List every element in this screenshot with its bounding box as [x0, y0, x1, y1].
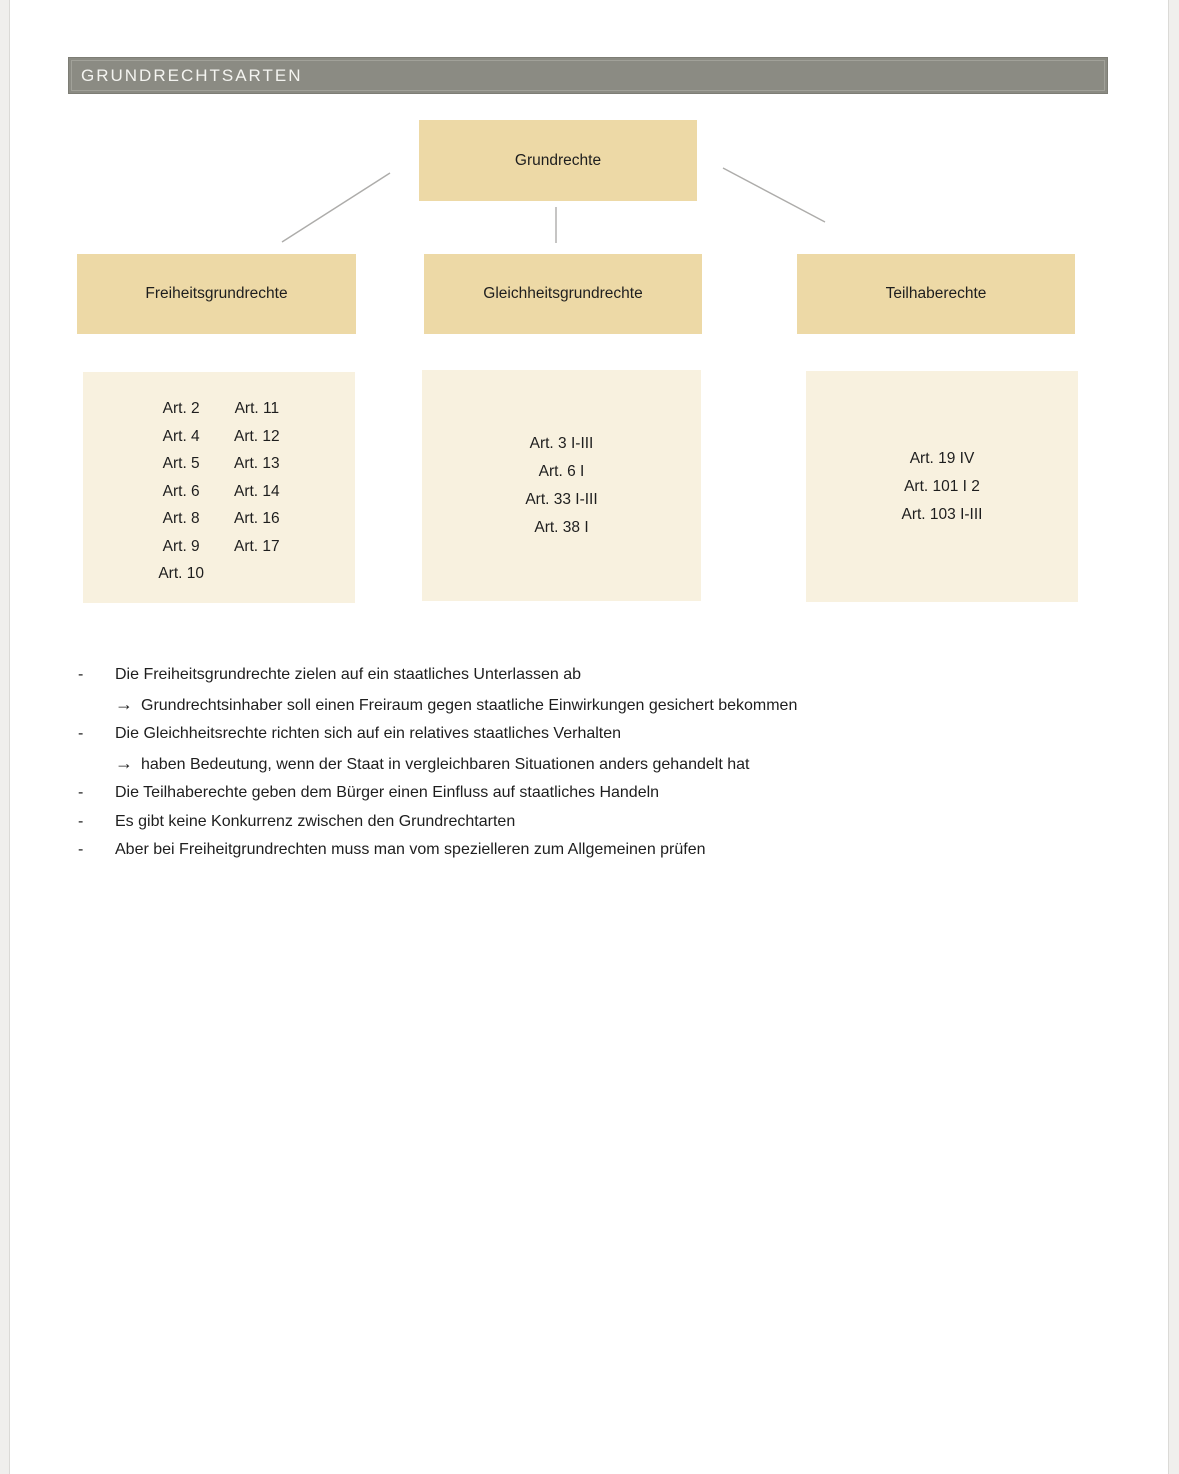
dash-bullet: - — [78, 841, 84, 858]
article-item: Art. 17 — [234, 537, 280, 555]
article-item: Art. 10 — [158, 565, 204, 582]
article-item: Art. 33 I-III — [525, 490, 598, 508]
arrow-icon: → — [115, 693, 133, 714]
article-item: Art. 5 — [162, 455, 200, 472]
list-item — [78, 720, 1018, 749]
section-header-bar — [68, 57, 1108, 94]
article-item: Art. 9 — [162, 537, 200, 555]
note-sub-text: Grundrechtsinhaber soll einen Freiraum gegen staatliche Einwirkungen gesichert bekommen — [141, 696, 798, 714]
article-list-gleichheitsgrundrechte — [422, 370, 701, 601]
article-item: Art. 38 I — [534, 518, 589, 536]
list-item — [78, 661, 1018, 690]
page-edge-left — [0, 0, 10, 1474]
node-label: Gleichheitsgrundrechte — [483, 285, 643, 302]
dash-bullet: - — [78, 725, 84, 742]
connector-right — [723, 168, 825, 222]
article-item: Art. 101 I 2 — [904, 477, 980, 495]
article-item: Art. 12 — [234, 427, 280, 445]
diagram-node-grundrechte — [419, 120, 697, 201]
note-sub-item — [115, 690, 1018, 721]
article-item: Art. 13 — [234, 455, 280, 472]
note-text: Aber bei Freiheitgrundrechten muss man vom spezielleren zum Allgemeinen prüfen — [115, 841, 706, 858]
article-item: Art. 8 — [162, 510, 200, 527]
list-item — [78, 779, 1018, 808]
note-text: Es gibt keine Konkurrenz zwischen den Grundrechtarten — [115, 812, 516, 830]
diagram-node-gleichheitsgrundrechte — [424, 254, 702, 334]
node-label: Freiheitsgrundrechte — [145, 285, 288, 302]
diagram-node-freiheitsgrundrechte — [77, 254, 356, 334]
page-edge-right — [1168, 0, 1179, 1474]
article-item: Art. 16 — [234, 510, 280, 527]
article-item: Art. 4 — [162, 427, 200, 445]
article-item: Art. 6 I — [538, 462, 585, 480]
note-text: Die Gleichheitsrechte richten sich auf ein relatives staatliches Verhalten — [115, 725, 622, 742]
article-column-2 — [234, 395, 280, 603]
connector-left — [282, 173, 390, 242]
article-column-1 — [158, 395, 204, 603]
article-item: Art. 3 I-III — [529, 434, 594, 452]
arrow-icon: → — [115, 752, 133, 773]
dash-bullet: - — [78, 784, 84, 801]
article-item: Art. 2 — [162, 400, 200, 417]
node-label: Grundrechte — [514, 151, 602, 169]
diagram-node-teilhaberechte — [797, 254, 1075, 334]
dash-bullet: - — [78, 666, 84, 683]
notes-list — [78, 661, 1018, 865]
section-title: GRUNDRECHTSARTEN — [81, 65, 303, 85]
dash-bullet: - — [78, 812, 84, 830]
list-item — [78, 808, 1018, 837]
article-item: Art. 14 — [234, 482, 280, 500]
note-sub-item — [115, 749, 1018, 780]
article-list-freiheitsgrundrechte — [83, 372, 355, 603]
article-item: Art. 19 IV — [909, 449, 975, 467]
note-text: Die Freiheitsgrundrechte zielen auf ein staatliches Unterlassen ab — [115, 666, 582, 683]
article-item: Art. 6 — [162, 482, 200, 500]
node-label: Teilhaberechte — [885, 285, 987, 302]
note-sub-text: haben Bedeutung, wenn der Staat in vergleichbaren Situationen anders gehandelt hat — [141, 755, 750, 773]
article-item: Art. 11 — [234, 400, 280, 417]
note-text: Die Teilhaberechte geben dem Bürger einen Einfluss auf staatliches Handeln — [115, 784, 660, 801]
article-item: Art. 103 I-III — [901, 505, 983, 523]
article-list-teilhaberechte — [806, 371, 1078, 602]
list-item — [78, 836, 1018, 865]
